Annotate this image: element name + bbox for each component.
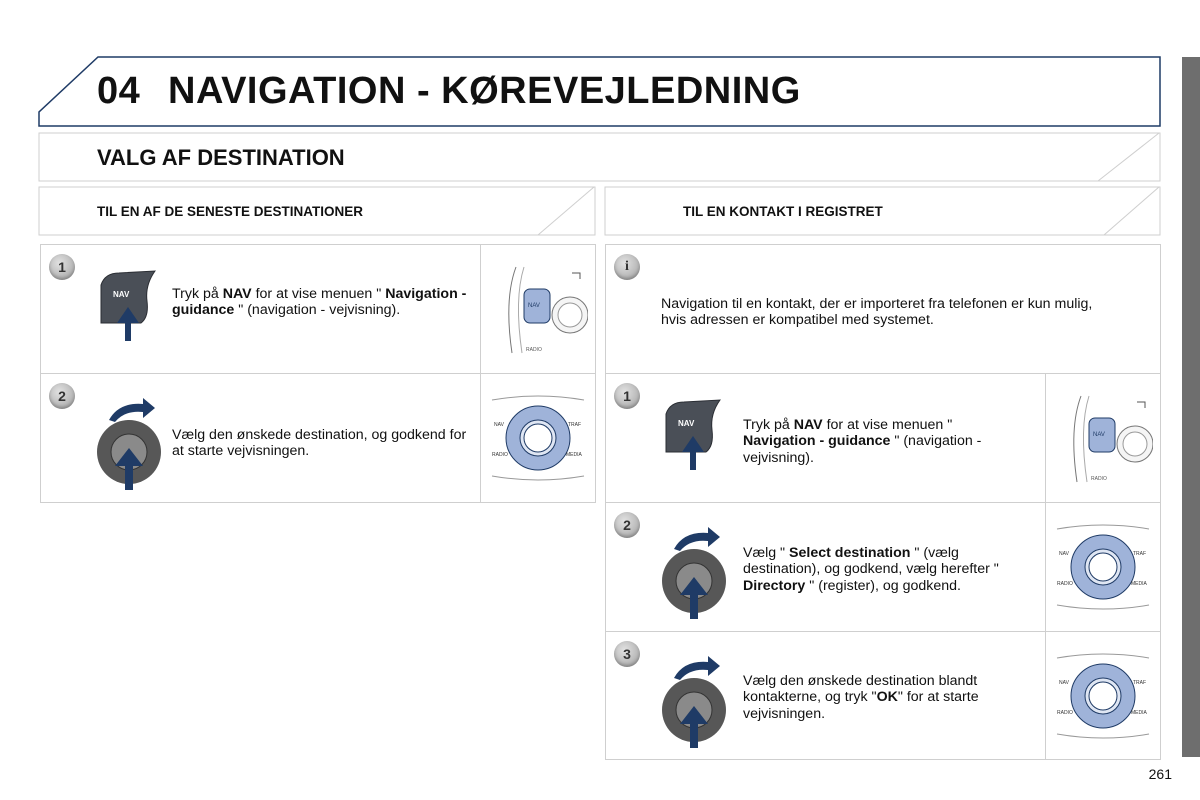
page-number: 261 — [1148, 766, 1172, 782]
svg-text:MEDIA: MEDIA — [1131, 581, 1147, 587]
controller-panel-icon — [1053, 646, 1153, 746]
svg-text:MEDIA: MEDIA — [1131, 709, 1147, 716]
left-step-1 — [40, 244, 596, 374]
step-badge: 2 — [614, 512, 640, 538]
panel-thumbnail — [1045, 503, 1160, 631]
right-step-3-text: Vælg den ønskede destination blandt kontakterne, og tryk "OK" for at starte vejvisningen. — [743, 673, 979, 722]
panel-thumbnail — [1045, 632, 1160, 759]
controller-panel-icon — [1053, 517, 1153, 617]
right-subheader: TIL EN KONTAKT I REGISTRET — [683, 204, 883, 219]
panel-thumbnail — [480, 245, 595, 373]
svg-text:MEDIA: MEDIA — [566, 452, 582, 458]
info-text: Navigation til en kontakt, der er importeret fra telefonen er kun mulig, hvis adressen er kompatibel med systemet. — [661, 296, 1093, 329]
svg-text:TRAF: TRAF — [1133, 551, 1147, 557]
controller-panel-icon — [488, 388, 588, 488]
right-step-2-text: Vælg " Select destination " (vælg destination), og godkend, vælg herefter " Directory " (register), og godkend. — [743, 545, 999, 594]
nav-button-icon — [95, 267, 165, 345]
panel-thumbnail — [1045, 374, 1160, 502]
svg-text:NAV: NAV — [494, 422, 504, 428]
right-step-1 — [605, 373, 1161, 503]
chapter-tab-bar — [1182, 57, 1200, 757]
left-step-2-text: Vælg den ønskede destination, og godkend for at starte vejvisningen. — [172, 427, 467, 460]
svg-text:NAV: NAV — [1093, 432, 1105, 438]
section-title: VALG AF DESTINATION — [97, 145, 345, 170]
right-info-box — [605, 244, 1161, 374]
svg-text:RADIO: RADIO — [1057, 709, 1073, 716]
panel-thumbnail — [480, 374, 595, 502]
left-subheader: TIL EN AF DE SENESTE DESTINATIONER — [97, 204, 364, 219]
step-badge: 1 — [49, 254, 75, 280]
svg-text:NAV: NAV — [113, 290, 130, 299]
svg-text:RADIO: RADIO — [526, 347, 542, 353]
radio-panel-nav-icon — [488, 259, 588, 359]
svg-text:TRAF: TRAF — [1133, 679, 1147, 686]
svg-text:RADIO: RADIO — [492, 452, 508, 458]
rotary-controller-icon — [95, 390, 165, 490]
svg-text:TRAF: TRAF — [568, 422, 582, 428]
left-step-2 — [40, 373, 596, 503]
radio-panel-nav-icon — [1053, 388, 1153, 488]
svg-text:NAV: NAV — [1059, 679, 1069, 686]
step-badge: 2 — [49, 383, 75, 409]
svg-text:NAV: NAV — [1059, 551, 1069, 557]
nav-button-icon — [660, 396, 730, 474]
chapter-title: NAVIGATION - KØREVEJLEDNING — [168, 70, 801, 112]
svg-text:RADIO: RADIO — [1057, 581, 1073, 587]
right-step-2 — [605, 502, 1161, 632]
rotary-controller-icon — [660, 648, 730, 748]
info-icon: i — [614, 254, 640, 280]
right-step-3 — [605, 631, 1161, 760]
svg-text:NAV: NAV — [528, 303, 540, 309]
rotary-controller-icon — [660, 519, 730, 619]
svg-text:RADIO: RADIO — [1091, 476, 1107, 482]
step-badge: 1 — [614, 383, 640, 409]
step-badge: 3 — [614, 641, 640, 667]
left-step-1-text: Tryk på NAV for at vise menuen " Navigation - guidance " (navigation - vejvisning). — [172, 286, 467, 319]
chapter-number: 04 — [97, 70, 141, 112]
svg-text:NAV: NAV — [678, 419, 695, 428]
right-step-1-text: Tryk på NAV for at vise menuen " Navigation - guidance " (navigation - vejvisning). — [743, 417, 982, 466]
